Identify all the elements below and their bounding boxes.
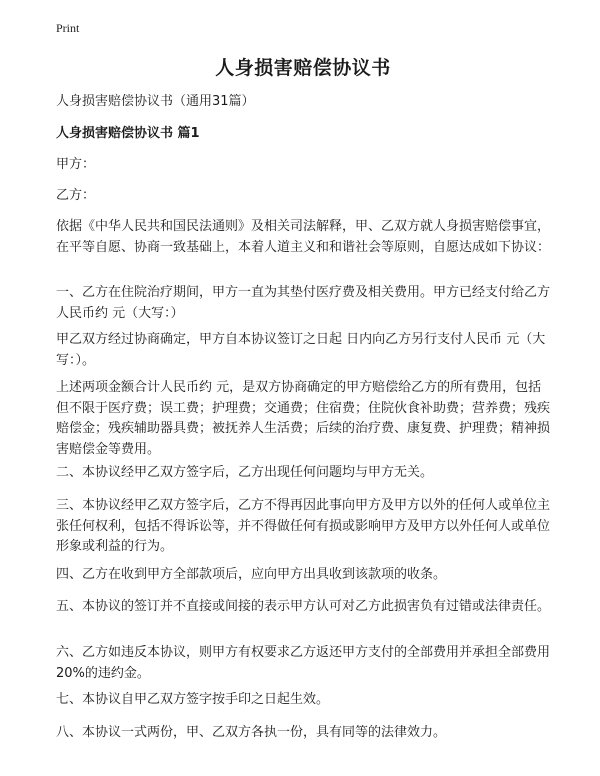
paragraph-clause-2: 二、本协议经甲乙双方签字后，乙方出现任何问题均与甲方无关。 [56,465,434,480]
document-subtitle: 人身损害赔偿协议书（通用31篇） [56,94,255,109]
page-title: 人身损害赔偿协议书 [215,57,391,79]
paragraph-clause-1: 一、乙方在住院治疗期间，甲方一直为其垫付医疗费及相关费用。甲方已经支付给乙方人民币约 元（大写：） [56,285,551,321]
paragraph-clause-7: 七、本协议自甲乙双方签字按手印之日起生效。 [56,692,330,707]
paragraph-total: 上述两项金额合计人民币约 元，是双方协商确定的甲方赔偿给乙方的所有费用，包括但不限于医疗费；误工费；护理费；交通费；住宿费；住院伙食补助费；营养费；残疾赔偿金；残疾辅助器具费；被抚养人生活费；后续的治疗费、康复费、护理费；精神损害赔偿金等费用。 [56,380,551,457]
paragraph-clause-3: 三、本协议经甲乙双方签字后，乙方不得再因此事向甲方及甲方以外的任何人或单位主张任何权利，包括不得诉讼等，并不得做任何有损或影响甲方及甲方以外任何人或单位形象或利益的行为。 [56,498,551,554]
paragraph-clause-8: 八、本协议一式两份，甲、乙双方各执一份，具有同等的法律效力。 [56,725,447,740]
paragraph-clause-6: 六、乙方如违反本协议，则甲方有权要求乙方返还甲方支付的全部费用并承担全部费用20%的违约金。 [56,645,551,681]
party-b-label: 乙方： [56,188,96,203]
paragraph-preamble: 依据《中华人民共和国民法通则》及相关司法解释，甲、乙双方就人身损害赔偿事宜，在平等自愿、协商一致基础上，本着人道主义和和谐社会等原则，自愿达成如下协议： [56,219,551,255]
paragraph-payment: 甲乙双方经过协商确定，甲方自本协议签订之日起 日内向乙方另行支付人民币 元（大写：）。 [56,332,546,368]
paragraph-clause-5: 五、本协议的签订并不直接或间接的表示甲方认可对乙方此损害负有过错或法律责任。 [56,599,551,614]
print-link[interactable]: Print [56,21,80,35]
paragraph-clause-4: 四、乙方在收到甲方全部款项后，应向甲方出具收到该款项的收条。 [56,567,447,582]
party-a-label: 甲方： [56,157,96,172]
section-heading: 人身损害赔偿协议书 篇1 [56,126,200,141]
